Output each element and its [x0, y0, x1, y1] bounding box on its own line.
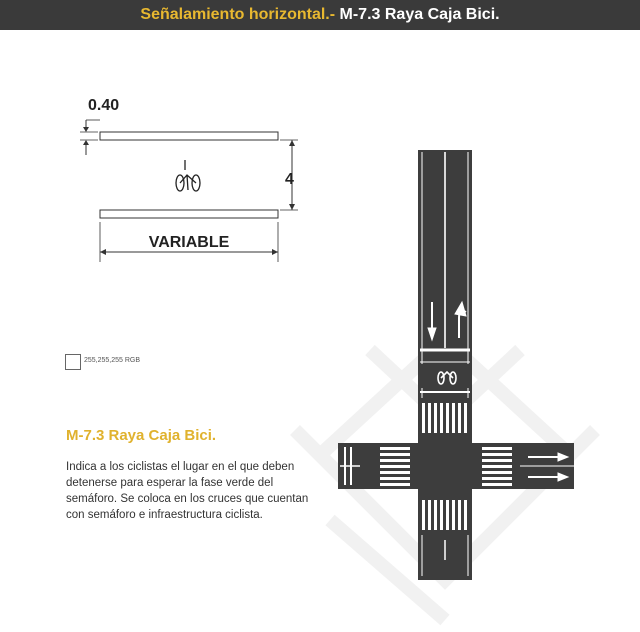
header-title-rest: M-7.3 Raya Caja Bici.	[335, 6, 500, 23]
diagram-canvas	[0, 30, 640, 632]
bottom-stripe	[100, 210, 278, 218]
width-dimension-label: 0.40	[88, 97, 120, 114]
section-description: Indica a los ciclistas el lugar en el que deben detenerse para esperar la fase verde del semáforo. Se coloca en los cruces que cuentan con semáforo e infraestructura ciclista.	[66, 461, 309, 521]
page-header	[0, 0, 640, 30]
bike-box	[420, 364, 470, 388]
color-swatch	[65, 354, 81, 370]
height-dimension-label: 4	[285, 171, 294, 188]
section-title: M-7.3 Raya Caja Bici.	[66, 427, 217, 444]
top-stripe	[100, 132, 278, 140]
dimension-drawing	[80, 97, 298, 262]
bicycle-icon	[176, 160, 200, 191]
color-swatch-label: 255,255,255 RGB	[84, 357, 141, 364]
length-dimension-label: VARIABLE	[148, 234, 230, 251]
header-title-lead: Señalamiento horizontal.-	[140, 6, 336, 23]
